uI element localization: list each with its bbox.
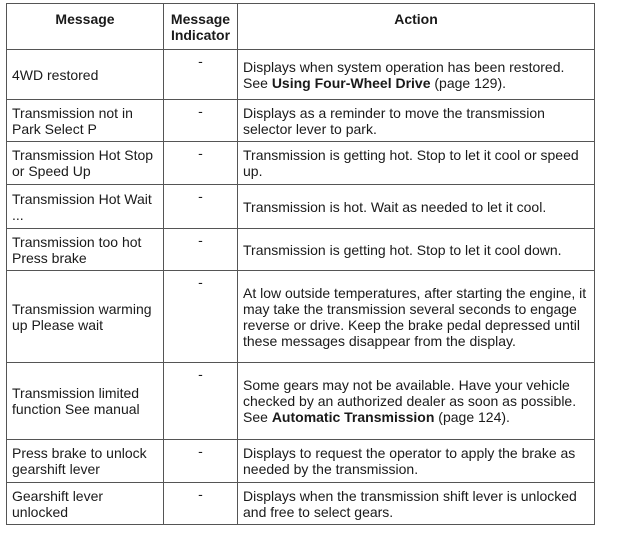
- indicator-cell: -: [164, 100, 238, 142]
- table-row: [7, 363, 595, 440]
- indicator-cell: -: [164, 142, 238, 185]
- message-cell: Gearshift lever unlocked: [7, 483, 164, 525]
- message-cell: Transmission limited function See manual: [7, 363, 164, 440]
- action-cell: [238, 100, 595, 142]
- cross-reference-link: Using Four-Wheel Drive: [271, 74, 431, 91]
- action-cell: [238, 50, 595, 100]
- message-cell: Transmission not in Park Select P: [7, 100, 164, 142]
- action-text: Displays when the transmission shift lever is unlocked and free to select gears.: [243, 487, 577, 520]
- action-text: Transmission is hot. Wait as needed to let it cool.: [243, 198, 547, 215]
- indicator-cell: -: [164, 440, 238, 483]
- message-table: [6, 3, 595, 525]
- table-row: [7, 50, 595, 100]
- indicator-cell: -: [164, 271, 238, 363]
- action-cell: [238, 185, 595, 229]
- header-row: [7, 4, 595, 50]
- table-row: [7, 483, 595, 525]
- indicator-cell: -: [164, 363, 238, 440]
- action-cell: [238, 229, 595, 271]
- message-cell: Transmission Hot Stop or Speed Up: [7, 142, 164, 185]
- table-row: [7, 142, 595, 185]
- table-row: [7, 271, 595, 363]
- header-message: Message: [7, 4, 164, 50]
- indicator-cell: -: [164, 483, 238, 525]
- action-text: Transmission is getting hot. Stop to let it cool down.: [243, 241, 562, 258]
- table-row: [7, 440, 595, 483]
- action-page-ref: (page 129).: [430, 74, 506, 91]
- table-row: [7, 229, 595, 271]
- action-cell: [238, 271, 595, 363]
- action-text: Displays when system operation has been restored. See: [243, 58, 565, 91]
- action-text: Some gears may not be available. Have your vehicle checked by an authorized dealer as soon as possible. See: [243, 377, 577, 425]
- message-cell: Transmission warming up Please wait: [7, 271, 164, 363]
- table-row: [7, 100, 595, 142]
- header-action: Action: [238, 4, 595, 50]
- action-text: At low outside temperatures, after starting the engine, it may take the transmission several seconds to engage reverse or drive. Keep the brake pedal depressed until these messages disappear from the display.: [243, 284, 587, 349]
- action-cell: [238, 440, 595, 483]
- indicator-cell: -: [164, 185, 238, 229]
- message-cell: 4WD restored: [7, 50, 164, 100]
- action-text: Transmission is getting hot. Stop to let it cool or speed up.: [243, 147, 579, 179]
- action-text: Displays as a reminder to move the transmission selector lever to park.: [243, 104, 545, 137]
- cross-reference-link: Automatic Transmission: [271, 409, 435, 425]
- action-cell: [238, 142, 595, 185]
- action-text: Displays to request the operator to apply the brake as needed by the transmission.: [243, 445, 576, 477]
- message-cell: Press brake to unlock gearshift lever: [7, 440, 164, 483]
- action-cell: [238, 483, 595, 525]
- indicator-cell: -: [164, 50, 238, 100]
- message-cell: Transmission Hot Wait ...: [7, 185, 164, 229]
- indicator-cell: -: [164, 229, 238, 271]
- message-cell: Transmission too hot Press brake: [7, 229, 164, 271]
- header-message-indicator: Message Indicator: [164, 4, 238, 50]
- table-row: [7, 185, 595, 229]
- action-cell: [238, 363, 595, 440]
- action-page-ref: (page 124).: [434, 409, 510, 425]
